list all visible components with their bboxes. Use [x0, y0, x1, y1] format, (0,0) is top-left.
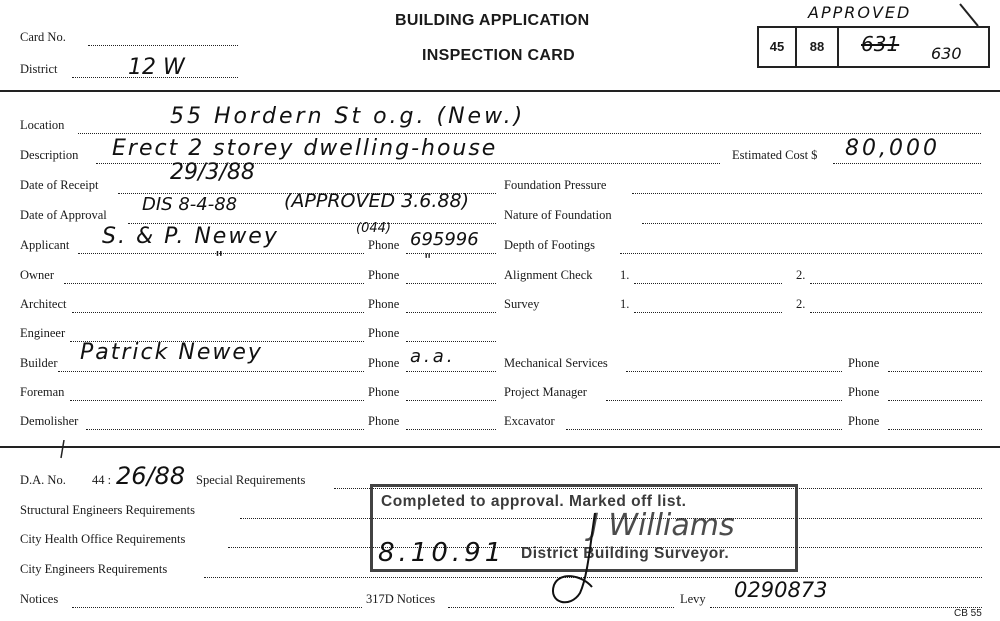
- applicant-ditto: ": [215, 248, 224, 269]
- applicant-phone-prefix: (044): [356, 221, 391, 236]
- engineer-phone-line: [406, 341, 496, 342]
- builder-phone-label: Phone: [368, 356, 400, 370]
- architect-line: [72, 312, 364, 313]
- card-box-cell-1: 45: [759, 28, 797, 66]
- stamp-date: 8.10.91: [378, 538, 506, 568]
- excavator-phone-line: [888, 429, 982, 430]
- notices-label: Notices: [20, 592, 59, 606]
- builder-phone-line: [406, 371, 496, 372]
- builder-label: Builder: [20, 356, 58, 370]
- card-box-cell-2: 88: [797, 28, 839, 66]
- stamp-line1: Completed to approval. Marked off list.: [381, 493, 687, 510]
- mechanical-services-phone-line: [888, 371, 982, 372]
- date-of-receipt-value: 29/3/88: [170, 160, 255, 185]
- approved-bracket-note: (APPROVED 3.6.88): [284, 190, 469, 212]
- description-label: Description: [20, 148, 79, 162]
- approved-handwritten: APPROVED: [808, 3, 912, 22]
- alignment-check-2-line: [810, 283, 982, 284]
- alignment-check-1-line: [634, 283, 782, 284]
- applicant-value: S. & P. Newey: [102, 224, 279, 249]
- survey-label: Survey: [504, 297, 540, 311]
- card-box-new-number: 630: [931, 44, 962, 63]
- foreman-phone-label: Phone: [368, 385, 400, 399]
- project-manager-phone-line: [888, 400, 982, 401]
- mechanical-services-line: [626, 371, 842, 372]
- owner-label: Owner: [20, 268, 55, 282]
- stamp-line2: District Building Surveyor.: [521, 545, 730, 562]
- architect-label: Architect: [20, 297, 67, 311]
- form-code: CB 55: [954, 608, 982, 619]
- applicant-phone-value: 695996: [410, 229, 479, 250]
- demolisher-label: Demolisher: [20, 414, 79, 428]
- alignment-check-1: 1.: [620, 268, 630, 282]
- survey-2: 2.: [796, 297, 806, 311]
- foundation-pressure-label: Foundation Pressure: [504, 178, 607, 192]
- title-line2: INSPECTION CARD: [422, 47, 575, 64]
- applicant-phone-ditto: ": [424, 250, 432, 269]
- levy-line: [710, 607, 982, 608]
- estimated-cost-value: 80,000: [845, 136, 940, 161]
- survey-2-line: [810, 312, 982, 313]
- notices-line: [72, 607, 362, 608]
- mechanical-services-phone-label: Phone: [848, 356, 880, 370]
- da-no-label: D.A. No.: [20, 473, 66, 487]
- architect-phone-line: [406, 312, 496, 313]
- location-line: [78, 133, 981, 134]
- card-number-box: [757, 26, 990, 68]
- excavator-line: [566, 429, 842, 430]
- demolisher-phone-label: Phone: [368, 414, 400, 428]
- demolisher-phone-line: [406, 429, 496, 430]
- district-label: District: [20, 62, 58, 76]
- architect-phone-label: Phone: [368, 297, 400, 311]
- project-manager-label: Project Manager: [504, 385, 587, 399]
- builder-value: Patrick Newey: [80, 340, 263, 365]
- levy-label: Levy: [680, 592, 706, 606]
- da-no-handwritten: 26/88: [116, 462, 186, 490]
- location-value: 55 Hordern St o.g. (New.): [170, 104, 526, 129]
- title-line1: BUILDING APPLICATION: [395, 12, 590, 29]
- card-no-label: Card No.: [20, 30, 66, 44]
- estimated-cost-label: Estimated Cost $: [732, 148, 818, 162]
- demolisher-line: [86, 429, 364, 430]
- estimated-cost-line: [833, 163, 981, 164]
- pen-tick-mark: [58, 440, 68, 460]
- applicant-phone-label: Phone: [368, 238, 400, 252]
- signature-flourish: [540, 505, 640, 611]
- survey-1: 1.: [620, 297, 630, 311]
- card-box-struck-number: 631: [861, 32, 900, 56]
- header-divider: [0, 90, 1000, 92]
- excavator-label: Excavator: [504, 414, 555, 428]
- date-of-approval-label: Date of Approval: [20, 208, 107, 222]
- health-label: City Health Office Requirements: [20, 532, 186, 546]
- builder-line: [58, 371, 364, 372]
- survey-1-line: [634, 312, 782, 313]
- engineer-phone-label: Phone: [368, 326, 400, 340]
- levy-value: 0290873: [734, 578, 828, 602]
- district-value: 12 W: [128, 55, 185, 80]
- foreman-label: Foreman: [20, 385, 65, 399]
- foreman-line: [70, 400, 364, 401]
- builder-phone-value: a.a.: [410, 346, 456, 367]
- applicant-label: Applicant: [20, 238, 70, 252]
- foundation-pressure-line: [632, 193, 982, 194]
- stamp-signature: J Williams: [590, 508, 735, 543]
- alignment-check-label: Alignment Check: [504, 268, 593, 282]
- alignment-check-2: 2.: [796, 268, 806, 282]
- project-manager-line: [606, 400, 842, 401]
- depth-of-footings-line: [620, 253, 982, 254]
- date-of-receipt-label: Date of Receipt: [20, 178, 99, 192]
- foreman-phone-line: [406, 400, 496, 401]
- engineer-label: Engineer: [20, 326, 66, 340]
- location-label: Location: [20, 118, 65, 132]
- owner-phone-label: Phone: [368, 268, 400, 282]
- footer-divider: [0, 446, 1000, 448]
- depth-of-footings-label: Depth of Footings: [504, 238, 595, 252]
- structural-label: Structural Engineers Requirements: [20, 503, 195, 517]
- special-requirements-label: Special Requirements: [196, 473, 306, 487]
- excavator-phone-label: Phone: [848, 414, 880, 428]
- nature-of-foundation-label: Nature of Foundation: [504, 208, 612, 222]
- nature-of-foundation-line: [642, 223, 982, 224]
- applicant-phone-line: [406, 253, 496, 254]
- notices-317d-label: 317D Notices: [366, 592, 436, 606]
- project-manager-phone-label: Phone: [848, 385, 880, 399]
- owner-line: [64, 283, 364, 284]
- owner-phone-line: [406, 283, 496, 284]
- da-no-value: 44 :: [92, 473, 112, 487]
- date-of-approval-value: DIS 8-4-88: [142, 194, 238, 215]
- city-engineers-label: City Engineers Requirements: [20, 562, 168, 576]
- description-value: Erect 2 storey dwelling-house: [112, 136, 498, 161]
- mechanical-services-label: Mechanical Services: [504, 356, 608, 370]
- card-no-line: [88, 45, 238, 46]
